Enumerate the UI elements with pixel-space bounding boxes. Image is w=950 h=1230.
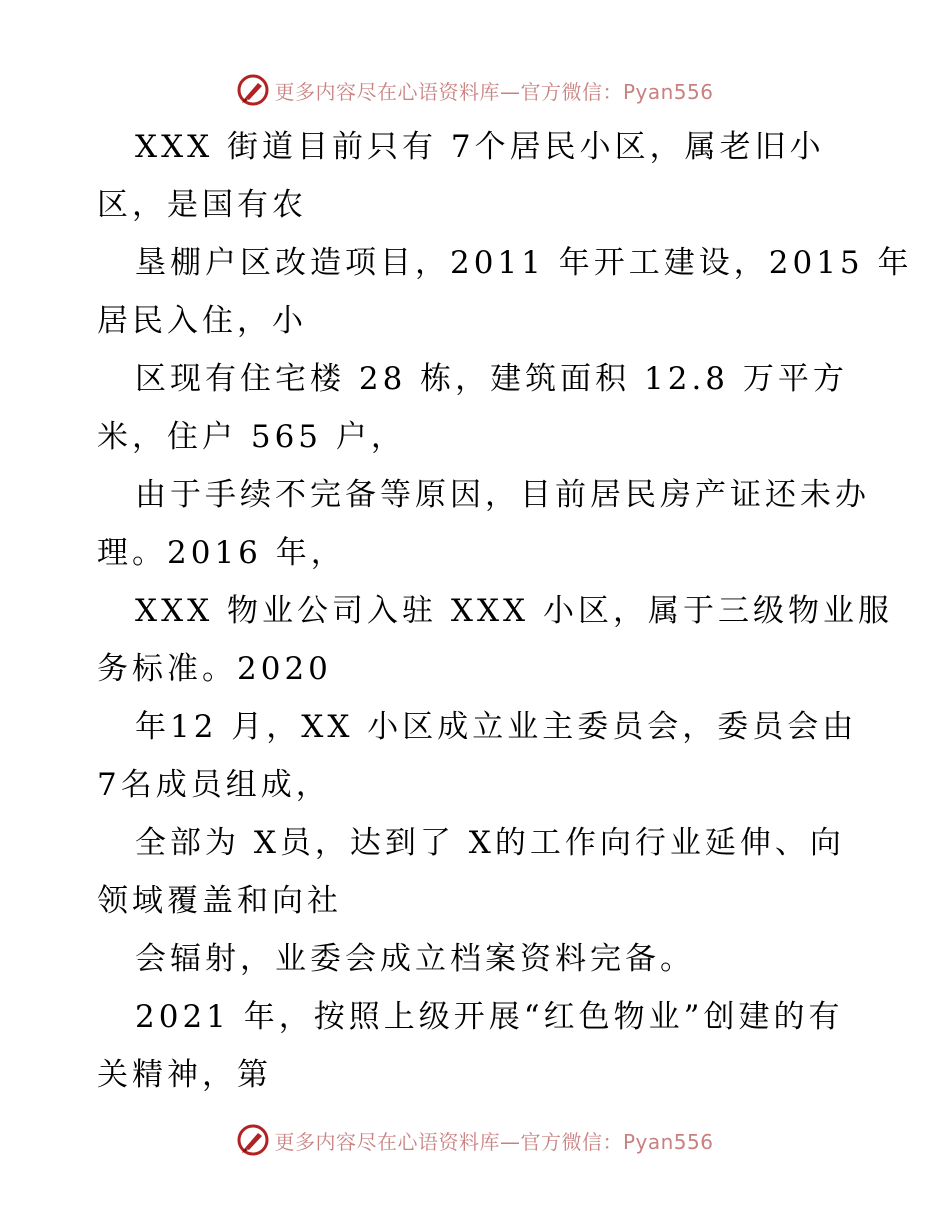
text-line-4: 居民入住，小 [97,303,307,339]
text-line-5: 区现有住宅楼 28 栋，建筑面积 12.8 万平方 [135,361,848,397]
text-line-16: 2021 年，按照上级开展“红色物业”创建的有 [135,999,844,1035]
text-line-1: XXX 街道目前只有 7个居民小区，属老旧小 [135,129,825,165]
footer-banner-text: 更多内容尽在心语资料库—官方微信：Pyan556 [274,1129,714,1154]
header-banner-text: 更多内容尽在心语资料库—官方微信：Pyan556 [274,79,714,104]
text-line-2: 区，是国有农 [97,187,307,223]
text-line-3: 垦棚户区改造项目，2011 年开工建设，2015 年 [135,245,913,281]
footer-banner [0,1120,950,1160]
header-banner [0,70,950,110]
pen-logo-icon [236,73,270,107]
text-line-17: 关精神，第 [97,1057,272,1093]
text-line-6: 米，住户 565 户， [97,419,406,455]
text-line-14: 领域覆盖和向社 [97,883,342,919]
text-line-7: 由于手续不完备等原因，目前居民房产证还未办 [135,477,870,513]
text-line-8: 理。2016 年， [97,535,346,571]
text-line-11: 年12 月，XX 小区成立业主委员会，委员会由 [135,709,858,745]
text-line-10: 务标准。2020 [97,651,332,687]
text-line-12: 7名成员组成， [97,767,331,803]
text-line-15: 会辐射，业委会成立档案资料完备。 [135,941,695,977]
text-line-9: XXX 物业公司入驻 XXX 小区，属于三级物业服 [135,593,893,629]
pen-logo-icon [236,1123,270,1157]
text-line-13: 全部为 X员，达到了 X的工作向行业延伸、向 [135,825,845,861]
